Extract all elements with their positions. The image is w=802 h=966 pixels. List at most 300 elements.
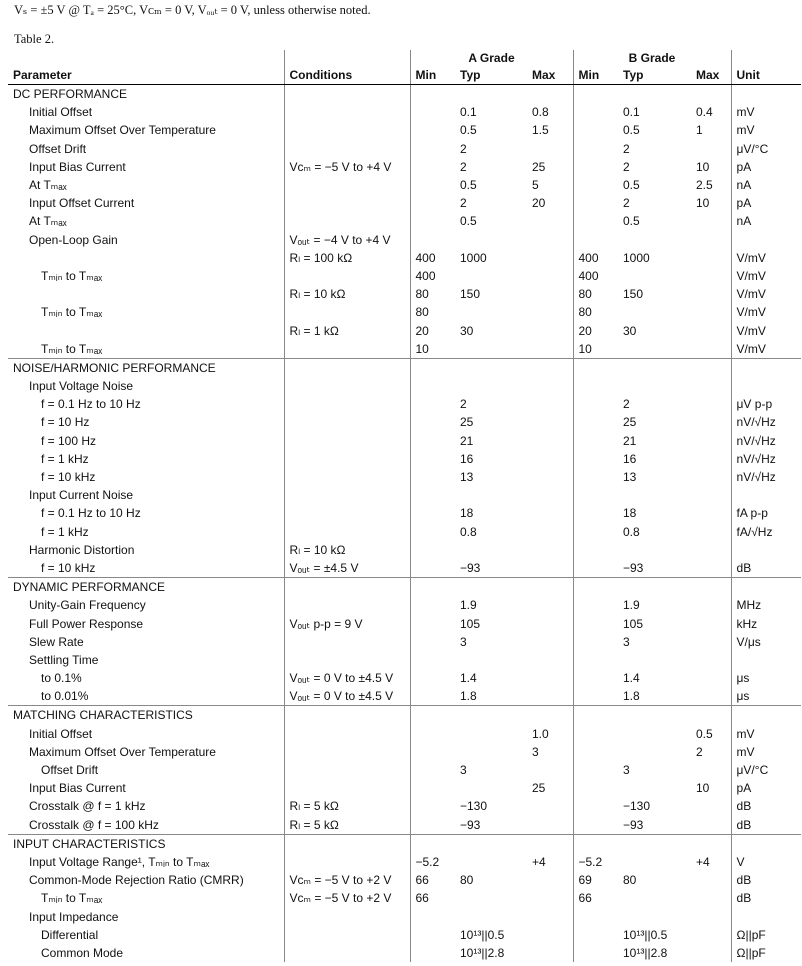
parameter-cell: DC PERFORMANCE: [8, 85, 284, 104]
unit-cell: mV: [731, 725, 801, 743]
unit-cell: [731, 907, 801, 925]
a-min-cell: [410, 834, 455, 853]
parameter-cell: Settling Time: [29, 652, 99, 667]
b-min-cell: [573, 358, 618, 377]
b-typ-cell: 2: [623, 141, 630, 156]
b-typ-cell: 0.5: [623, 214, 640, 229]
conditions-cell: [284, 743, 410, 761]
a-typ-cell: [455, 853, 527, 871]
table-row: [8, 303, 801, 321]
b-typ-cell: [618, 651, 691, 669]
b-min-cell: 10: [573, 340, 618, 359]
b-typ-cell: 2: [623, 196, 630, 211]
b-typ-cell: [618, 779, 691, 797]
a-typ-cell: 25: [460, 415, 474, 430]
parameter-cell: NOISE/HARMONIC PERFORMANCE: [8, 358, 284, 377]
b-min-cell: [573, 176, 618, 194]
b-max-cell: [691, 267, 731, 285]
a-max-cell: [527, 816, 573, 835]
parameter-cell: INPUT CHARACTERISTICS: [8, 834, 284, 853]
unit-cell: dB: [731, 889, 801, 907]
a-typ-header: Typ: [455, 66, 527, 85]
a-min-cell: [410, 797, 455, 815]
parameter-cell: Offset Drift: [41, 763, 99, 778]
b-max-cell: [691, 358, 731, 377]
a-max-cell: [527, 523, 573, 541]
b-max-cell: [691, 285, 731, 303]
a-max-cell: [527, 303, 573, 321]
conditions-cell: [284, 303, 410, 321]
a-max-cell: [527, 651, 573, 669]
a-max-cell: [527, 907, 573, 925]
b-typ-cell: −93: [623, 560, 644, 575]
table-caption: Table 2.: [14, 32, 55, 46]
a-min-cell: [410, 651, 455, 669]
table-row: [8, 761, 801, 779]
a-max-cell: [527, 614, 573, 632]
unit-cell: MHz: [731, 596, 801, 614]
conditions-cell: Rₗ = 5 kΩ: [284, 816, 410, 835]
b-max-header: Max: [691, 66, 731, 85]
b-typ-cell: [618, 486, 691, 504]
table-row: [8, 853, 801, 871]
conditions-cell: [284, 85, 410, 104]
parameter-cell: Common Mode: [41, 945, 124, 960]
a-typ-cell: [455, 651, 527, 669]
conditions-cell: [284, 121, 410, 139]
a-min-cell: [410, 523, 455, 541]
b-max-cell: [691, 450, 731, 468]
b-min-cell: 80: [573, 285, 618, 303]
a-typ-cell: 21: [460, 433, 474, 448]
conditions-note: Vₛ = ±5 V @ Tₐ = 25°C, Vᴄₘ = 0 V, Vₒᵤₜ = 0 V, unless otherwise noted.: [14, 3, 371, 17]
unit-cell: dB: [731, 559, 801, 578]
a-typ-cell: 150: [460, 287, 481, 302]
conditions-cell: [284, 468, 410, 486]
b-max-cell: [691, 541, 731, 559]
b-min-cell: [573, 706, 618, 725]
b-min-cell: [573, 834, 618, 853]
b-typ-cell: 0.8: [623, 524, 640, 539]
b-typ-cell: [618, 231, 691, 249]
table-row: [8, 377, 801, 395]
b-max-cell: 0.5: [696, 726, 713, 741]
conditions-cell: Rₗ = 5 kΩ: [284, 797, 410, 815]
b-max-cell: [691, 321, 731, 339]
b-min-cell: [573, 926, 618, 944]
a-typ-cell: 0.8: [460, 524, 477, 539]
unit-cell: [731, 231, 801, 249]
b-max-cell: [691, 212, 731, 230]
unit-cell: Ω||pF: [731, 926, 801, 944]
conditions-cell: Vᴄₘ = −5 V to +4 V: [284, 158, 410, 176]
unit-cell: mV: [731, 743, 801, 761]
b-typ-cell: 10¹³||0.5: [623, 927, 668, 942]
a-typ-cell: 2: [460, 397, 467, 412]
parameter-cell: Tₘᵢₙ to Tₘₐₓ: [41, 268, 103, 283]
conditions-cell: [284, 194, 410, 212]
a-typ-cell: [455, 340, 527, 359]
a-max-cell: [527, 834, 573, 853]
a-min-cell: [410, 559, 455, 578]
specifications-table: [8, 50, 801, 962]
b-max-cell: [691, 633, 731, 651]
table-row: [8, 249, 801, 267]
b-max-cell: [691, 340, 731, 359]
a-min-cell: [410, 486, 455, 504]
b-max-cell: [691, 944, 731, 962]
b-min-cell: [573, 669, 618, 687]
a-typ-cell: [455, 85, 527, 104]
table-row: [8, 140, 801, 158]
a-min-cell: [410, 907, 455, 925]
a-typ-cell: 16: [460, 451, 474, 466]
unit-cell: [731, 358, 801, 377]
a-max-cell: [527, 377, 573, 395]
b-min-cell: [573, 907, 618, 925]
table-row: [8, 176, 801, 194]
a-typ-cell: [455, 725, 527, 743]
b-typ-cell: [618, 340, 691, 359]
unit-cell: [731, 651, 801, 669]
a-max-cell: [527, 358, 573, 377]
b-min-cell: [573, 944, 618, 962]
b-typ-cell: 80: [623, 873, 637, 888]
a-max-cell: [527, 669, 573, 687]
b-typ-cell: 1.4: [623, 671, 640, 686]
b-typ-cell: [618, 267, 691, 285]
a-typ-cell: [455, 303, 527, 321]
conditions-cell: [284, 651, 410, 669]
parameter-cell: Input Offset Current: [29, 196, 135, 211]
b-typ-cell: 18: [623, 506, 637, 521]
table-row: [8, 121, 801, 139]
a-typ-cell: 1.4: [460, 671, 477, 686]
section-header-row: [8, 358, 801, 377]
b-max-cell: [691, 303, 731, 321]
b-min-cell: [573, 633, 618, 651]
b-min-cell: [573, 212, 618, 230]
a-typ-cell: 1.8: [460, 689, 477, 704]
table-row: [8, 797, 801, 815]
b-min-cell: 20: [573, 321, 618, 339]
conditions-cell: [284, 706, 410, 725]
a-min-cell: 400: [410, 267, 455, 285]
a-min-cell: [410, 377, 455, 395]
a-typ-cell: 0.1: [460, 105, 477, 120]
a-min-cell: [410, 103, 455, 121]
a-max-cell: [527, 249, 573, 267]
unit-cell: nA: [731, 212, 801, 230]
b-min-header: Min: [573, 66, 618, 85]
a-grade-header: A Grade: [410, 50, 573, 66]
parameter-cell: Maximum Offset Over Temperature: [29, 744, 216, 759]
b-max-cell: [691, 596, 731, 614]
b-max-cell: 2: [696, 744, 703, 759]
parameter-cell: MATCHING CHARACTERISTICS: [8, 706, 284, 725]
parameter-cell: Differential: [41, 927, 99, 942]
a-min-cell: [410, 194, 455, 212]
b-min-cell: [573, 413, 618, 431]
a-min-cell: [410, 725, 455, 743]
b-min-cell: [573, 504, 618, 522]
unit-cell: [731, 541, 801, 559]
b-max-cell: [691, 578, 731, 597]
b-typ-cell: 0.1: [623, 105, 640, 120]
b-min-cell: [573, 103, 618, 121]
a-min-cell: [410, 578, 455, 597]
parameter-cell: f = 10 kHz: [41, 470, 96, 485]
b-typ-cell: [618, 303, 691, 321]
b-min-cell: [573, 559, 618, 578]
b-typ-cell: [618, 853, 691, 871]
unit-cell: pA: [731, 158, 801, 176]
unit-cell: V/μs: [731, 633, 801, 651]
parameter-cell: Full Power Response: [29, 616, 144, 631]
a-typ-cell: [455, 231, 527, 249]
b-min-cell: [573, 140, 618, 158]
table-row: [8, 267, 801, 285]
unit-cell: nA: [731, 176, 801, 194]
parameter-cell: to 0.1%: [41, 671, 82, 686]
b-typ-cell: 3: [623, 763, 630, 778]
parameter-cell: Initial Offset: [29, 726, 93, 741]
b-min-cell: [573, 468, 618, 486]
b-min-cell: [573, 486, 618, 504]
a-typ-cell: 105: [460, 616, 481, 631]
b-min-cell: −5.2: [573, 853, 618, 871]
table-row: [8, 486, 801, 504]
table-row: [8, 816, 801, 835]
conditions-cell: [284, 779, 410, 797]
b-min-cell: [573, 687, 618, 706]
a-max-cell: [527, 541, 573, 559]
conditions-cell: [284, 432, 410, 450]
unit-cell: μV p-p: [731, 395, 801, 413]
unit-cell: dB: [731, 871, 801, 889]
table-row: [8, 194, 801, 212]
table-row: [8, 596, 801, 614]
a-max-cell: [527, 413, 573, 431]
conditions-cell: [284, 267, 410, 285]
a-min-cell: 66: [410, 889, 455, 907]
b-max-cell: 0.4: [696, 105, 713, 120]
unit-cell: [731, 834, 801, 853]
conditions-cell: [284, 523, 410, 541]
parameter-cell: Input Bias Current: [29, 159, 126, 174]
a-max-cell: [527, 486, 573, 504]
conditions-cell: [284, 103, 410, 121]
a-max-cell: [527, 432, 573, 450]
unit-cell: [731, 578, 801, 597]
a-min-cell: [410, 761, 455, 779]
a-min-cell: 66: [410, 871, 455, 889]
b-min-cell: [573, 816, 618, 835]
b-min-cell: 80: [573, 303, 618, 321]
unit-cell: mV: [731, 121, 801, 139]
a-typ-cell: −93: [460, 560, 481, 575]
b-min-cell: 400: [573, 249, 618, 267]
a-typ-cell: 10¹³||0.5: [460, 927, 505, 942]
a-typ-cell: 1.9: [460, 598, 477, 613]
b-max-cell: [691, 926, 731, 944]
a-typ-cell: 3: [460, 763, 467, 778]
b-min-cell: [573, 578, 618, 597]
b-typ-cell: [618, 743, 691, 761]
parameter-cell: [8, 321, 284, 339]
a-max-cell: [527, 687, 573, 706]
b-typ-cell: [618, 725, 691, 743]
a-max-cell: [527, 450, 573, 468]
parameter-cell: Input Voltage Range¹, Tₘᵢₙ to Tₘₐₓ: [29, 854, 210, 869]
a-max-cell: 25: [532, 159, 546, 174]
b-typ-header: Typ: [618, 66, 691, 85]
b-min-cell: 400: [573, 267, 618, 285]
parameter-cell: At Tₘₐₓ: [29, 214, 67, 229]
a-min-cell: [410, 231, 455, 249]
b-min-cell: [573, 121, 618, 139]
a-max-cell: 20: [532, 196, 546, 211]
b-max-cell: [691, 651, 731, 669]
b-typ-cell: 30: [623, 323, 637, 338]
a-min-cell: [410, 706, 455, 725]
a-min-cell: [410, 687, 455, 706]
b-min-cell: [573, 596, 618, 614]
a-max-cell: [527, 889, 573, 907]
a-min-cell: [410, 944, 455, 962]
b-max-cell: 10: [696, 159, 710, 174]
a-max-cell: [527, 633, 573, 651]
b-grade-header: B Grade: [573, 50, 731, 66]
a-max-cell: [527, 504, 573, 522]
a-min-cell: [410, 85, 455, 104]
b-min-cell: [573, 743, 618, 761]
b-min-cell: [573, 395, 618, 413]
parameter-cell: [8, 285, 284, 303]
a-typ-cell: 13: [460, 470, 474, 485]
a-typ-cell: [455, 907, 527, 925]
a-min-cell: [410, 926, 455, 944]
b-typ-cell: 25: [623, 415, 637, 430]
a-max-cell: [527, 761, 573, 779]
parameter-cell: Initial Offset: [29, 105, 93, 120]
a-max-cell: [527, 321, 573, 339]
column-header-row: [8, 66, 801, 85]
b-min-cell: 66: [573, 889, 618, 907]
b-min-cell: [573, 651, 618, 669]
b-typ-cell: 0.5: [623, 123, 640, 138]
a-typ-cell: [455, 578, 527, 597]
unit-cell: nV/√Hz: [731, 432, 801, 450]
a-min-cell: [410, 541, 455, 559]
conditions-cell: [284, 633, 410, 651]
b-typ-cell: −130: [623, 799, 651, 814]
unit-cell: [731, 377, 801, 395]
a-min-cell: [410, 176, 455, 194]
conditions-cell: Vᴄₘ = −5 V to +2 V: [284, 889, 410, 907]
b-max-cell: [691, 614, 731, 632]
parameter-cell: f = 0.1 Hz to 10 Hz: [41, 506, 141, 521]
b-typ-cell: 2: [623, 159, 630, 174]
parameter-cell: DYNAMIC PERFORMANCE: [8, 578, 284, 597]
table-row: [8, 559, 801, 578]
a-max-cell: [527, 285, 573, 303]
b-min-cell: [573, 779, 618, 797]
a-max-cell: 3: [532, 744, 539, 759]
b-typ-cell: 1.8: [623, 689, 640, 704]
a-max-cell: [527, 706, 573, 725]
unit-cell: V: [731, 853, 801, 871]
b-typ-cell: 10¹³||2.8: [623, 945, 668, 960]
a-max-cell: 1.5: [532, 123, 549, 138]
a-min-cell: [410, 121, 455, 139]
conditions-cell: Vₒᵤₜ = ±4.5 V: [284, 559, 410, 578]
b-max-cell: [691, 468, 731, 486]
table-row: [8, 651, 801, 669]
unit-cell: pA: [731, 779, 801, 797]
a-max-cell: 25: [532, 781, 546, 796]
b-typ-cell: [618, 578, 691, 597]
b-max-cell: [691, 816, 731, 835]
b-min-cell: [573, 541, 618, 559]
b-max-cell: [691, 797, 731, 815]
b-max-cell: 2.5: [696, 178, 713, 193]
b-min-cell: [573, 523, 618, 541]
unit-cell: Ω||pF: [731, 944, 801, 962]
b-typ-cell: 1000: [623, 250, 650, 265]
a-max-cell: 0.8: [532, 105, 549, 120]
b-max-cell: 10: [696, 781, 710, 796]
grade-header-row: [8, 50, 801, 66]
a-min-cell: [410, 504, 455, 522]
b-typ-cell: 3: [623, 634, 630, 649]
b-typ-cell: 105: [623, 616, 644, 631]
a-min-cell: [410, 468, 455, 486]
a-max-header: Max: [527, 66, 573, 85]
conditions-cell: [284, 340, 410, 359]
parameter-cell: Offset Drift: [29, 141, 87, 156]
parameter-cell: to 0.01%: [41, 689, 89, 704]
parameter-cell: Common-Mode Rejection Ratio (CMRR): [29, 873, 244, 888]
unit-cell: nV/√Hz: [731, 450, 801, 468]
table-row: [8, 907, 801, 925]
a-max-cell: +4: [532, 854, 546, 869]
unit-cell: V/mV: [731, 321, 801, 339]
conditions-cell: [284, 450, 410, 468]
section-header-row: [8, 834, 801, 853]
a-max-cell: [527, 559, 573, 578]
table-row: [8, 541, 801, 559]
table-row: [8, 468, 801, 486]
unit-cell: nV/√Hz: [731, 413, 801, 431]
parameter-cell: Tₘᵢₙ to Tₘₐₓ: [41, 341, 103, 356]
b-typ-cell: [618, 377, 691, 395]
b-max-cell: [691, 395, 731, 413]
b-max-cell: [691, 85, 731, 104]
b-min-cell: [573, 194, 618, 212]
a-min-cell: [410, 413, 455, 431]
conditions-cell: Rₗ = 10 kΩ: [284, 541, 410, 559]
parameter-cell: Crosstalk @ f = 100 kHz: [29, 817, 159, 832]
b-min-cell: [573, 725, 618, 743]
a-typ-cell: 0.5: [460, 178, 477, 193]
b-min-cell: [573, 377, 618, 395]
unit-cell: pA: [731, 194, 801, 212]
a-max-cell: [527, 944, 573, 962]
table-row: [8, 926, 801, 944]
conditions-cell: [284, 486, 410, 504]
table-row: [8, 669, 801, 687]
